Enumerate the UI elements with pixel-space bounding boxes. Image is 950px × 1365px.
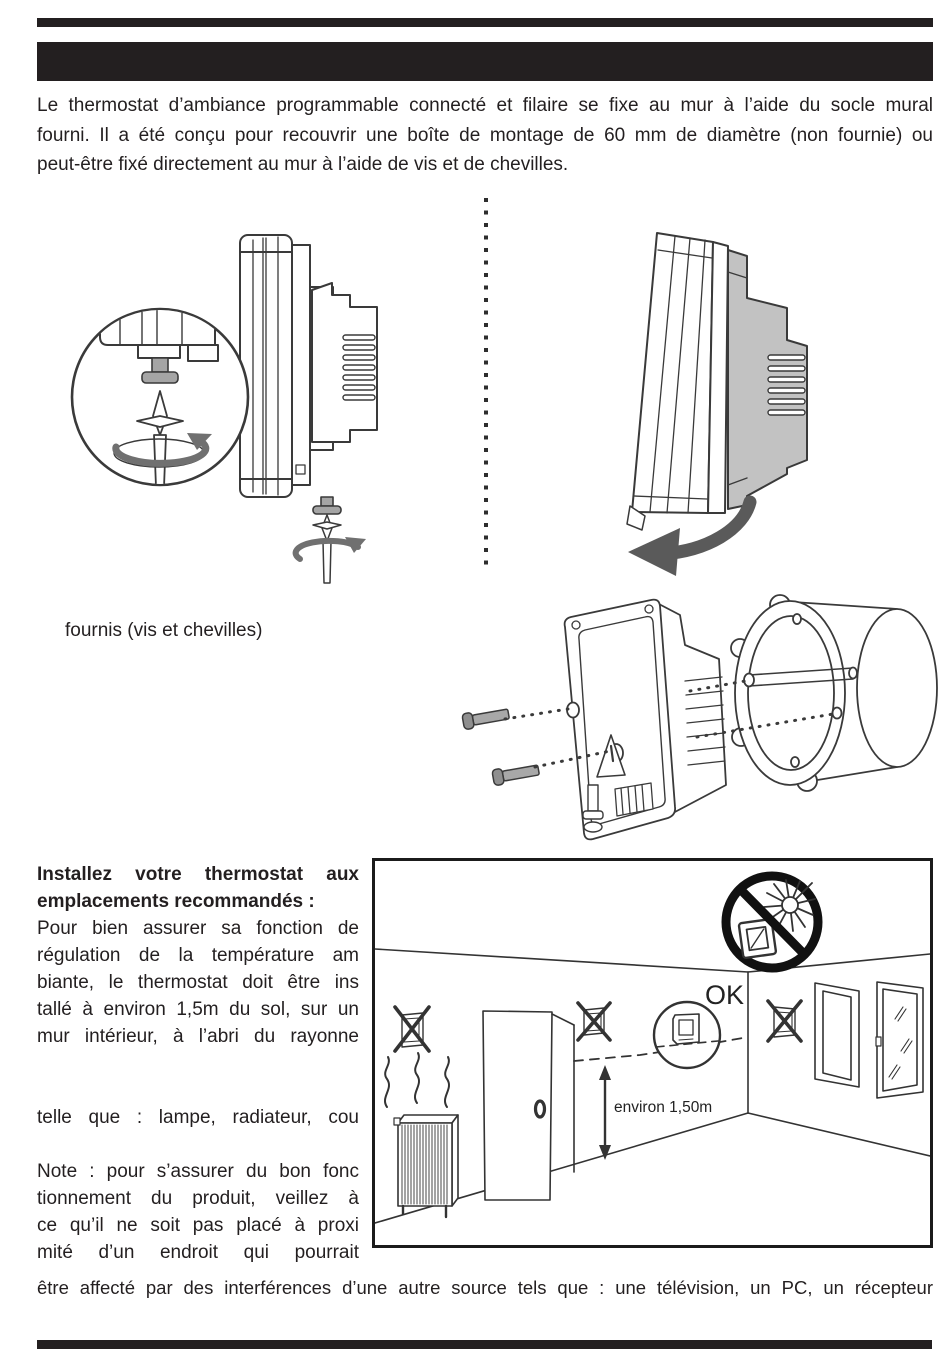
closing-line: être affecté par des interférences d’une autre source tels que : une télévision, un PC, un récepteur	[37, 1277, 933, 1298]
placement-line: Note : pour s’assurer du bon fonc	[37, 1161, 359, 1182]
ok-label: OK	[705, 980, 745, 1010]
tilted-thermostat	[627, 233, 807, 530]
height-label: environ 1,50m	[614, 1099, 713, 1116]
placement-line: ce qu’il ne soit pas placé à proxi	[37, 1215, 359, 1236]
radiator-icon	[394, 1115, 458, 1217]
placement-heading-line: Installez votre thermostat aux	[37, 864, 359, 885]
bottom-rule	[37, 1340, 932, 1349]
placement-line: telle que : lampe, radiateur, cou	[37, 1107, 359, 1128]
room-placement-illustration	[372, 858, 933, 1248]
placement-heading-line: emplacements recommandés :	[37, 891, 315, 912]
mounting-plate	[565, 600, 726, 840]
placement-line: tallé à environ 1,5m du sol, sur un	[37, 999, 359, 1020]
height-arrow	[599, 1065, 611, 1160]
screwdriver-icon	[313, 515, 341, 583]
mounting-screw	[462, 706, 510, 730]
unscrew-illustration	[60, 195, 480, 585]
no-thermostat-middle	[578, 1003, 610, 1040]
tilt-open-illustration	[600, 210, 930, 590]
no-thermostat-left	[395, 1007, 429, 1051]
door-icon	[483, 1011, 574, 1200]
intro-line: Le thermostat d’ambiance programmable connecté et filaire se fixe au mur à l’aide du socle mural	[37, 95, 933, 116]
mounting-exploded-illustration	[435, 585, 950, 857]
no-thermostat-right	[768, 1001, 801, 1041]
ok-thermostat	[654, 1002, 720, 1068]
intro-line: fourni. Il a été conçu pour recouvrir une boîte de montage de 60 mm de diamètre (non fournie) ou	[37, 124, 933, 146]
window-handle	[876, 1037, 881, 1046]
window-icon	[815, 982, 923, 1098]
placement-line: mité d’un endroit qui pourrait	[37, 1242, 359, 1263]
screws-caption: fournis (vis et chevilles)	[65, 620, 263, 641]
mounting-screw	[492, 762, 540, 786]
placement-line: mur intérieur, à l’abri du rayonne	[37, 1026, 359, 1047]
wall-box	[731, 595, 937, 791]
no-sunlight-icon	[726, 876, 818, 968]
top-rule	[37, 18, 933, 27]
thermostat-icon	[673, 1014, 699, 1044]
dotted-separator	[484, 198, 488, 570]
thermostat-side-view	[240, 235, 377, 497]
placement-text	[37, 861, 359, 1266]
intro-paragraph	[37, 91, 933, 180]
title-band	[37, 42, 933, 81]
housing-fins	[343, 335, 375, 400]
placement-line: biante, le thermostat doit être ins	[37, 972, 359, 993]
heat-waves	[385, 1053, 449, 1107]
placement-line: tionnement du produit, veillez à	[37, 1188, 359, 1209]
intro-line: peut-être fixé directement au mur à l’aide de vis et de chevilles.	[37, 154, 569, 175]
placement-line: régulation de la température am	[37, 945, 359, 966]
placement-line: Pour bien assurer sa fonction de	[37, 918, 359, 939]
fixing-screw	[313, 497, 341, 514]
